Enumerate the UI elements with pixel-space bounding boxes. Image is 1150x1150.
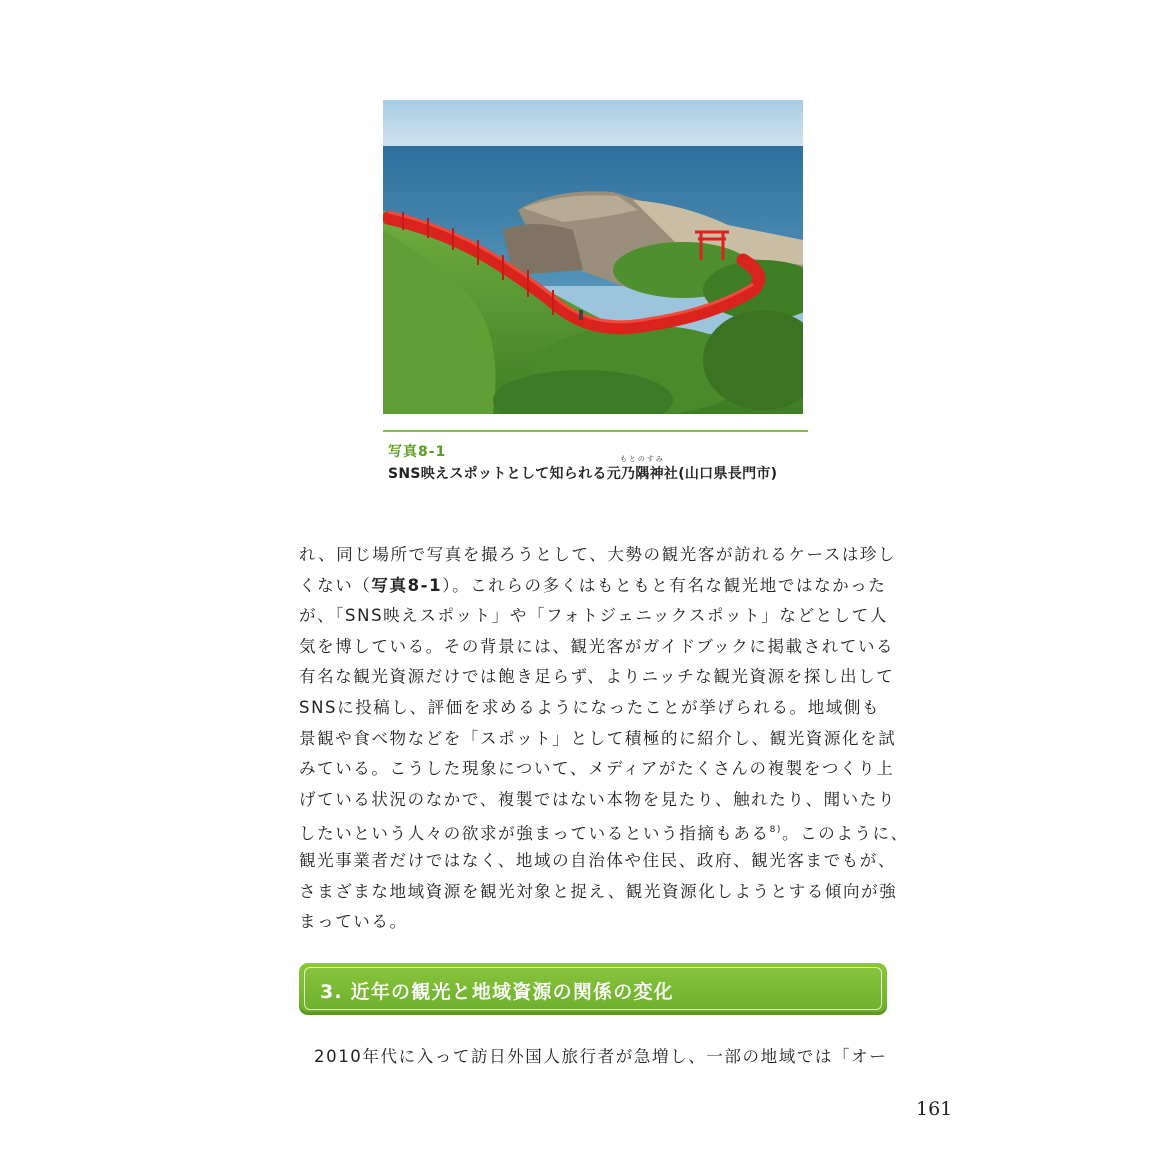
footnote-ref: 8) xyxy=(769,825,783,836)
figure-caption xyxy=(388,455,778,483)
body-line: まっている。 xyxy=(299,912,408,932)
body-line-text: ）。これらの多くはもともと有名な観光地ではなかった xyxy=(442,575,887,595)
body-line-text: くない（ xyxy=(299,575,372,595)
body-line: 有名な観光資源だけでは飽き足らず、よりニッチな観光資源を探し出して xyxy=(299,667,895,687)
body-line-text: したいという人々の欲求が強まっているという指摘もある xyxy=(299,824,770,844)
body-line: げている状況のなかで、複製ではない本物を見たり、触れたり、聞いたり xyxy=(299,789,896,809)
caption-text-after: (山口県長門市) xyxy=(678,466,778,482)
body-line: みている。こうした現象について、メディアがたくさんの複製をつくり上 xyxy=(299,759,895,779)
body-line: SNSに投稿し、評価を求めるようになったことが挙げられる。地域側も xyxy=(299,697,881,717)
body-line: 景観や食べ物などを「スポット」として積極的に紹介し、観光資源化を試 xyxy=(299,728,897,748)
place-name-text: 元乃隅神社 xyxy=(606,466,679,482)
section-title: 3. 近年の観光と地域資源の関係の変化 xyxy=(320,981,674,1003)
body-line: 観光事業者だけではなく、地域の自治体や住民、政府、観光客までもが、 xyxy=(299,850,896,870)
section-first-line: 2010年代に入って訪日外国人旅行者が急増し、一部の地域では「オー xyxy=(314,1047,888,1066)
section-heading-bar xyxy=(299,963,887,1015)
shrine-photo xyxy=(383,100,803,414)
place-ruby: もとのすみ xyxy=(619,455,665,463)
body-paragraph xyxy=(299,540,909,938)
page-number: 161 xyxy=(916,1098,953,1120)
figure-label: 写真8-1 xyxy=(388,444,447,460)
body-line: れ、同じ場所で写真を撮ろうとして、大勢の観光客が訪れるケースは珍し xyxy=(299,545,897,564)
body-line xyxy=(299,571,899,602)
body-line: が、「SNS映えスポット」や「フォトジェニックスポット」などとして人 xyxy=(299,606,888,626)
caption-text-before: SNS映えスポットとして知られる xyxy=(388,466,607,482)
body-line: さまざまな地域資源を観光対象と捉え、観光資源化しようとする傾向が強 xyxy=(299,881,898,901)
body-line xyxy=(299,815,909,846)
body-line-text: 。このように、 xyxy=(782,824,909,844)
body-line: 気を博している。その背景には、観光客がガイドブックに掲載されている xyxy=(299,636,895,656)
caption-place-name xyxy=(606,455,679,483)
figure-reference: 写真8-1 xyxy=(371,575,443,595)
caption-rule xyxy=(383,430,808,432)
